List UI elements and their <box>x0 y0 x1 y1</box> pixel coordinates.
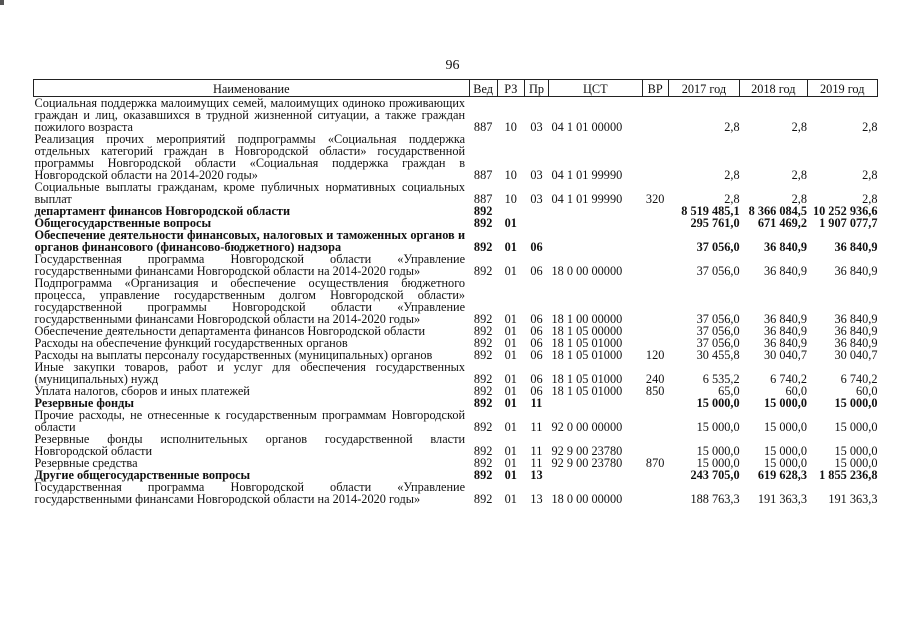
row-cst: 18 1 05 00000 <box>551 324 623 338</box>
row-cst: 18 1 05 01000 <box>551 336 623 350</box>
row-cst: 92 0 00 00000 <box>551 420 623 434</box>
row-pr: 06 <box>530 336 543 350</box>
row-rz: 01 <box>504 264 517 278</box>
row-ved: 892 <box>473 312 493 326</box>
row-name: департамент финансов Новгородской области <box>34 204 291 218</box>
row-name: Социальная поддержка малоимущих семей, малоимущих одиноко проживающих граждан и лиц, оказавшихся в трудной жизненной ситуации, а также граждан пожилого возраста <box>34 96 466 134</box>
table-row <box>34 385 878 397</box>
row-2019: 36 840,9 <box>834 336 878 350</box>
row-ved: 892 <box>473 396 493 410</box>
row-rz: 01 <box>504 216 517 230</box>
row-ved: 892 <box>473 348 493 362</box>
row-cst: 18 1 05 01000 <box>551 384 623 398</box>
row-cst: 18 1 05 01000 <box>551 348 623 362</box>
row-2017: 30 455,8 <box>696 348 740 362</box>
row-rz: 01 <box>504 420 517 434</box>
row-rz: 10 <box>504 120 517 134</box>
row-ved: 887 <box>473 192 493 206</box>
row-vr: 320 <box>645 192 665 206</box>
header-2017: 2017 год <box>668 80 739 97</box>
row-2017: 15 000,0 <box>696 396 740 410</box>
row-vr: 870 <box>645 456 665 470</box>
row-name: Реализация прочих мероприятий подпрограммы «Социальная поддержка отдельных категорий граждан в Новгородской области» государственной программы Новгородской области «Социальная поддержка граждан в Новгородской области на 2014-2020 годы» <box>34 132 466 182</box>
row-rz: 01 <box>504 492 517 506</box>
row-rz: 01 <box>504 324 517 338</box>
row-pr: 03 <box>530 192 543 206</box>
header-ved: Вед <box>469 80 497 97</box>
row-rz: 01 <box>504 396 517 410</box>
row-name: Государственная программа Новгородской области «Управление государственными финансами Новгородской области на 2014-2020 годы» <box>34 480 466 506</box>
row-ved: 892 <box>473 372 493 386</box>
row-2017: 295 761,0 <box>690 216 740 230</box>
row-vr: 240 <box>645 372 665 386</box>
row-pr <box>524 217 548 229</box>
header-2018: 2018 год <box>740 80 807 97</box>
row-2018: 36 840,9 <box>763 336 808 350</box>
table-row <box>34 361 878 385</box>
row-rz: 01 <box>504 456 517 470</box>
row-rz: 01 <box>504 468 517 482</box>
row-vr <box>642 97 668 134</box>
row-pr: 06 <box>530 348 543 362</box>
row-2017: 8 519 485,1 <box>681 204 740 218</box>
row-cst: 18 0 00 00000 <box>551 492 623 506</box>
row-ved: 892 <box>473 420 493 434</box>
row-rz: 01 <box>504 384 517 398</box>
row-2019: 15 000,0 <box>834 444 878 458</box>
row-name: Социальные выплаты гражданам, кроме публичных нормативных социальных выплат <box>34 180 466 206</box>
header-vr: ВР <box>642 80 668 97</box>
row-ved: 892 <box>473 492 493 506</box>
row-rz: 01 <box>504 444 517 458</box>
row-2019: 15 000,0 <box>834 396 878 410</box>
row-vr <box>642 481 668 505</box>
row-vr <box>642 433 668 457</box>
row-2017: 15 000,0 <box>696 420 740 434</box>
row-2017: 243 705,0 <box>690 468 740 482</box>
row-2017: 15 000,0 <box>696 444 740 458</box>
row-cst: 18 1 05 01000 <box>551 372 623 386</box>
row-ved: 892 <box>473 456 493 470</box>
row-cst: 92 9 00 23780 <box>551 456 623 470</box>
page-number: 96 <box>445 58 460 73</box>
row-vr <box>642 325 668 337</box>
row-cst: 18 0 00 00000 <box>551 264 623 278</box>
row-2018: 671 469,2 <box>757 216 808 230</box>
table-row <box>34 253 878 277</box>
row-cst: 04 1 01 99990 <box>551 192 623 206</box>
row-ved: 892 <box>473 240 493 254</box>
row-name: Резервные фонды <box>34 396 134 410</box>
row-name: Прочие расходы, не отнесенные к государственным программам Новгородской области <box>34 408 466 434</box>
row-ved: 892 <box>473 324 493 338</box>
row-2019: 6 740,2 <box>840 372 878 386</box>
row-2019: 36 840,9 <box>834 264 878 278</box>
row-name: Обеспечение деятельности департамента финансов Новгородской области <box>34 324 426 338</box>
row-2018: 619 628,3 <box>757 468 808 482</box>
row-2017: 37 056,0 <box>696 336 740 350</box>
row-cst: 18 1 00 00000 <box>551 312 623 326</box>
row-name: Обеспечение деятельности финансовых, налоговых и таможенных органов и органов финансового (финансово-бюджетного) надзора <box>34 228 466 254</box>
row-2018: 15 000,0 <box>763 444 808 458</box>
row-2019: 36 840,9 <box>834 240 878 254</box>
header-name: Наименование <box>34 80 470 97</box>
row-name: Резервные средства <box>34 456 138 470</box>
row-pr: 06 <box>530 312 543 326</box>
row-pr: 06 <box>530 264 543 278</box>
row-name: Другие общегосударственные вопросы <box>34 468 251 482</box>
row-2018: 2,8 <box>791 192 808 206</box>
row-2019: 10 252 936,6 <box>812 204 878 218</box>
row-vr <box>642 253 668 277</box>
row-ved: 892 <box>473 204 493 218</box>
row-2017: 37 056,0 <box>696 312 740 326</box>
row-cst <box>549 469 643 481</box>
row-2018: 8 366 084,5 <box>748 204 808 218</box>
row-2017: 37 056,0 <box>696 264 740 278</box>
row-rz: 01 <box>504 312 517 326</box>
row-2018: 36 840,9 <box>763 240 808 254</box>
header-pr: Пр <box>524 80 548 97</box>
row-cst: 04 1 01 99990 <box>551 168 623 182</box>
row-rz: 10 <box>504 192 517 206</box>
table-header-row <box>34 80 878 97</box>
row-pr: 06 <box>530 372 543 386</box>
row-2019: 2,8 <box>862 168 878 182</box>
row-vr <box>642 469 668 481</box>
row-2018: 30 040,7 <box>763 348 808 362</box>
row-2019: 15 000,0 <box>834 420 878 434</box>
row-cst: 04 1 01 00000 <box>551 120 623 134</box>
row-ved: 892 <box>473 216 493 230</box>
table-row <box>34 97 878 134</box>
row-vr <box>642 277 668 325</box>
row-pr: 13 <box>530 468 543 482</box>
table-row <box>34 229 878 253</box>
row-ved: 892 <box>473 468 493 482</box>
budget-table <box>33 79 878 505</box>
row-vr: 850 <box>645 384 665 398</box>
row-ved: 892 <box>473 264 493 278</box>
row-rz: 01 <box>504 336 517 350</box>
row-pr: 11 <box>530 456 543 470</box>
row-2018: 15 000,0 <box>763 396 808 410</box>
row-name: Уплата налогов, сборов и иных платежей <box>34 384 250 398</box>
row-cst <box>549 397 643 409</box>
row-2017: 15 000,0 <box>696 456 740 470</box>
row-2018: 2,8 <box>791 120 808 134</box>
row-ved: 887 <box>473 168 493 182</box>
row-rz: 01 <box>504 348 517 362</box>
row-vr <box>642 229 668 253</box>
row-2018: 36 840,9 <box>763 264 808 278</box>
row-2017: 2,8 <box>724 168 740 182</box>
row-2018: 191 363,3 <box>757 492 808 506</box>
row-vr <box>642 205 668 217</box>
row-ved: 892 <box>473 384 493 398</box>
row-vr: 120 <box>645 348 665 362</box>
row-pr <box>524 205 548 217</box>
row-2019: 15 000,0 <box>834 456 878 470</box>
row-pr: 03 <box>530 120 543 134</box>
row-2018: 2,8 <box>791 168 808 182</box>
row-pr: 03 <box>530 168 543 182</box>
row-2018: 36 840,9 <box>763 312 808 326</box>
header-rz: РЗ <box>497 80 524 97</box>
row-2017: 2,8 <box>724 120 740 134</box>
row-pr: 06 <box>530 240 543 254</box>
row-2018: 6 740,2 <box>770 372 808 386</box>
row-rz: 01 <box>504 372 517 386</box>
row-ved: 892 <box>473 336 493 350</box>
row-pr: 11 <box>530 444 543 458</box>
row-ved: 892 <box>473 444 493 458</box>
row-pr: 06 <box>530 384 543 398</box>
row-2019: 36 840,9 <box>834 312 878 326</box>
row-2019: 191 363,3 <box>828 492 878 506</box>
row-2017: 37 056,0 <box>696 324 740 338</box>
row-2019: 2,8 <box>862 120 878 134</box>
row-2018: 15 000,0 <box>763 420 808 434</box>
row-rz: 01 <box>504 240 517 254</box>
row-2019: 36 840,9 <box>834 324 878 338</box>
table-row <box>34 133 878 181</box>
row-name: Подпрограмма «Организация и обеспечение осуществления бюджетного процесса, управление государственным долгом Новгородской области» государственной программы Новгородской области «Управление государственными финансами Новгородской области на 2014-2020 годы» <box>34 276 466 326</box>
row-2019: 1 855 236,8 <box>819 468 878 482</box>
row-2017: 37 056,0 <box>696 240 740 254</box>
table-row <box>34 409 878 433</box>
row-ved: 887 <box>473 120 493 134</box>
row-2019: 30 040,7 <box>834 348 878 362</box>
header-cst: ЦСТ <box>549 80 643 97</box>
row-2018: 60,0 <box>785 384 808 398</box>
row-2017: 188 763,3 <box>690 492 740 506</box>
row-name: Общегосударственные вопросы <box>34 216 212 230</box>
row-2019: 2,8 <box>862 192 878 206</box>
row-rz: 10 <box>504 168 517 182</box>
table-row <box>34 481 878 505</box>
table-row <box>34 181 878 205</box>
row-cst <box>549 205 643 217</box>
row-vr <box>642 217 668 229</box>
row-pr: 13 <box>530 492 543 506</box>
row-name: Государственная программа Новгородской области «Управление государственными финансами Новгородской области на 2014-2020 годы» <box>34 252 466 278</box>
row-2019: 60,0 <box>855 384 878 398</box>
row-pr: 11 <box>530 396 543 410</box>
row-cst <box>549 229 643 253</box>
row-pr: 06 <box>530 324 543 338</box>
row-vr <box>642 133 668 181</box>
table-row <box>34 433 878 457</box>
row-vr <box>642 397 668 409</box>
row-2017: 6 535,2 <box>702 372 740 386</box>
row-pr: 11 <box>530 420 543 434</box>
row-name: Иные закупки товаров, работ и услуг для обеспечения государственных (муниципальных) нужд <box>34 360 466 386</box>
row-2018: 36 840,9 <box>763 324 808 338</box>
row-name: Расходы на обеспечение функций государственных органов <box>34 336 348 350</box>
row-2017: 65,0 <box>718 384 740 398</box>
row-name: Расходы на выплаты персоналу государственных (муниципальных) органов <box>34 348 433 362</box>
row-cst: 92 9 00 23780 <box>551 444 623 458</box>
row-vr <box>642 409 668 433</box>
row-cst <box>549 217 643 229</box>
header-2019: 2019 год <box>807 80 877 97</box>
scan-corner-mark <box>0 0 4 5</box>
row-name: Резервные фонды исполнительных органов государственной власти Новгородской области <box>34 432 466 458</box>
row-2018: 15 000,0 <box>763 456 808 470</box>
table-body <box>34 97 878 506</box>
row-2017: 2,8 <box>724 192 740 206</box>
table-row <box>34 277 878 325</box>
row-2019: 1 907 077,7 <box>819 216 878 230</box>
